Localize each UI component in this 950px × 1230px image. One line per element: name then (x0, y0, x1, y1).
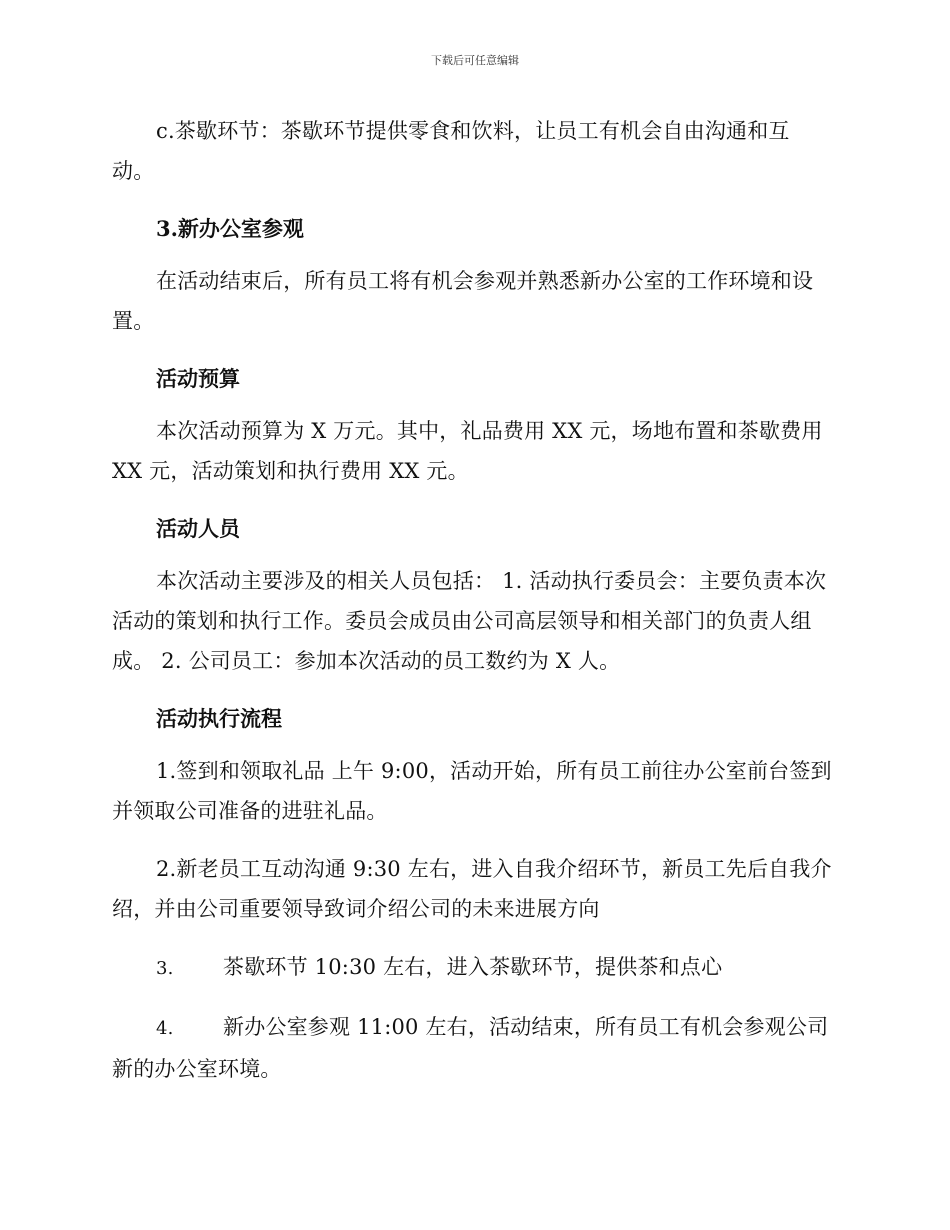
process-step-4 (112, 1007, 832, 1089)
process-heading: 活动执行流程 (156, 706, 282, 731)
step-4-text: 新办公室参观 11:00 左右，活动结束，所有员工有机会参观公司新的办公室环境。 (112, 1015, 829, 1081)
step-3-number: 3. (156, 958, 174, 979)
staff-heading: 活动人员 (156, 516, 240, 541)
tea-break-paragraph: c.茶歇环节：茶歇环节提供零食和饮料，让员工有机会自由沟通和互动。 (112, 119, 790, 183)
page-header-note: 下载后可任意编辑 (431, 54, 519, 67)
office-tour-paragraph: 在活动结束后，所有员工将有机会参观并熟悉新办公室的工作环境和设置。 (112, 269, 814, 333)
process-step-3 (112, 947, 832, 989)
office-tour-heading: 3.新办公室参观 (156, 216, 304, 241)
step-3-text: 茶歇环节 10:30 左右，进入茶歇环节，提供茶和点心 (223, 955, 723, 979)
process-step-1: 1.签到和领取礼品 上午 9:00，活动开始，所有员工前往办公室前台签到并领取公司准备的进驻礼品。 (112, 759, 832, 823)
budget-paragraph: 本次活动预算为 X 万元。其中，礼品费用 XX 元，场地布置和茶歇费用 XX 元，活动策划和执行费用 XX 元。 (112, 419, 823, 483)
document-body (112, 111, 832, 1107)
staff-paragraph: 本次活动主要涉及的相关人员包括： 1. 活动执行委员会：主要负责本次活动的策划和执行工作。委员会成员由公司高层领导和相关部门的负责人组成。 2. 公司员工：参加本次活动的员工数约为 X 人。 (112, 569, 827, 673)
step-4-number: 4. (156, 1018, 174, 1039)
budget-heading: 活动预算 (156, 366, 240, 391)
process-step-2: 2.新老员工互动沟通 9:30 左右，进入自我介绍环节，新员工先后自我介绍，并由公司重要领导致词介绍公司的未来进展方向 (112, 857, 832, 921)
